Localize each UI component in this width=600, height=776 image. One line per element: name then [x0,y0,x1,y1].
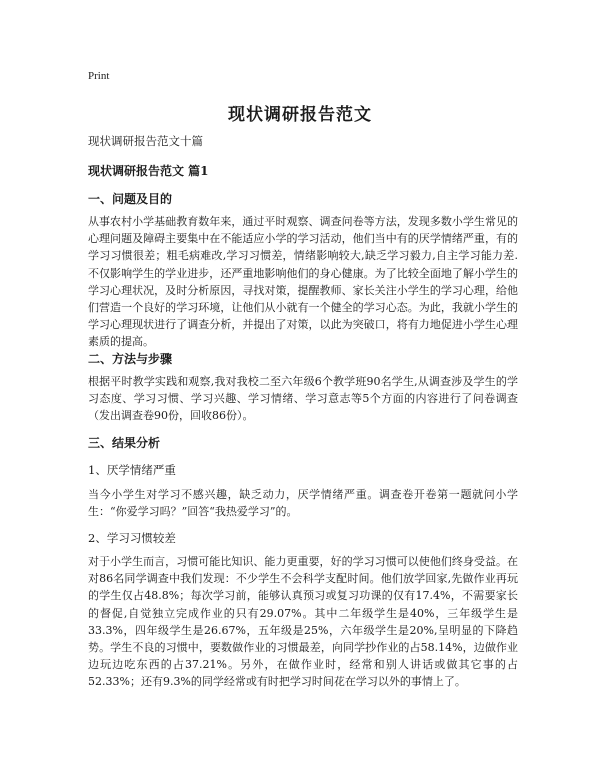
document-title: 现状调研报告范文 [228,105,372,125]
section-2-paragraph: 根据平时教学实践和观察,我对我校二至六年级6个教学班90名学生,从调查涉及学生的学习态度、学习习惯、学习兴趣、学习情绪、学习意志等5个方面的内容进行了问卷调查（发出调查卷90份，回收86份）。 [88,375,518,423]
subsection-2-title: 2、学习习惯较差 [88,531,176,545]
section-heading-1: 一、问题及目的 [88,192,173,206]
subsection-1-paragraph: 当今小学生对学习不感兴趣，缺乏动力，厌学情绪严重。调查卷开卷第一题就问小学生：“你爱学习吗？”回答“我热爱学习”的。 [88,488,518,519]
print-label[interactable]: Print [88,70,110,82]
document-subtitle: 现状调研报告范文十篇 [88,134,203,148]
subsection-2-paragraph: 对于小学生而言，习惯可能比知识、能力更重要，好的学习习惯可以使他们终身受益。在对86名同学调查中我们发现：不少学生不会科学支配时间。他们放学回家,先做作业再玩的学生仅占48.8%；每次学习前，能够认真预习或复习功课的仅有17.4%，不需要家长的督促,自觉独立完成作业的只有29.07%。其中二年级学生是40%，三年级学生是33.3%，四年级学生是26.67%，五年级是25%，六年级学生是20%,呈明显的下降趋势。学生不良的习惯中，要数做作业的习惯最差，向同学抄作业的占58.14%，边做作业边玩边吃东西的占37.21%。另外，在做作业时，经常和别人讲话或做其它事的占52.33%；还有9.3%的同学经常或有时把学习时间花在学习以外的事情上了。 [88,555,518,689]
article-title: 现状调研报告范文 篇1 [88,164,209,178]
section-heading-2: 二、方法与步骤 [88,352,173,366]
section-heading-3: 三、结果分析 [88,436,161,450]
subsection-1-title: 1、厌学情绪严重 [88,463,176,477]
section-1-paragraph: 从事农村小学基础教育数年来，通过平时观察、调查问卷等方法，发现多数小学生常见的心理问题及障碍主要集中在不能适应小学的学习活动，他们当中有的厌学情绪严重，有的学习习惯很差；粗毛病难改,学习习惯差，情绪影响较大,缺乏学习毅力,自主学习能力差.不仅影响学生的学业进步，还严重地影响他们的身心健康。为了比较全面地了解小学生的学习心理状况，及时分析原因，寻找对策，提醒教师、家长关注小学生的学习心理，给他们营造一个良好的学习环境，让他们从小就有一个健全的学习心态。为此，我就小学生的学习心理现状进行了调查分析，并提出了对策，以此为突破口，将有力地促进小学生心理素质的提高。 [88,215,518,349]
